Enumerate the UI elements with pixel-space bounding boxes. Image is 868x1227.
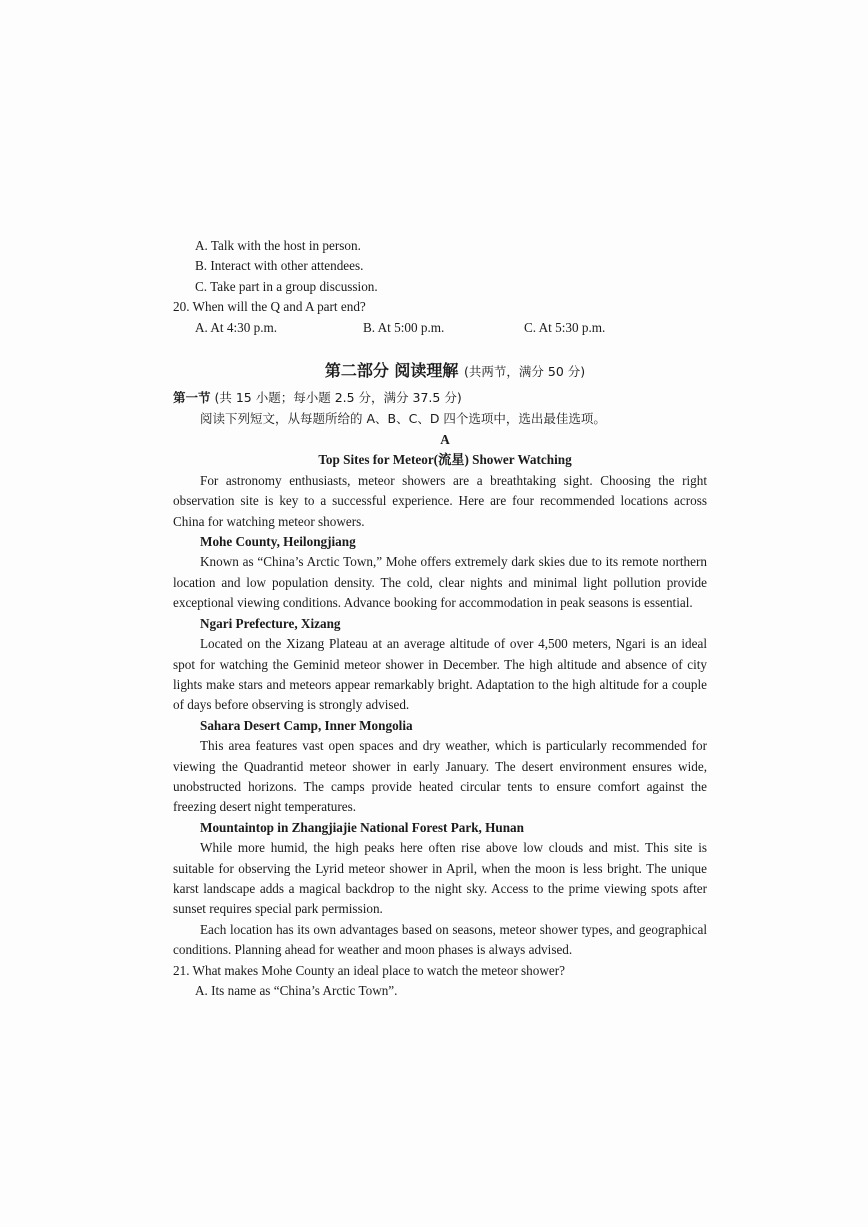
exam-content — [173, 236, 707, 1001]
q20-option-c: C. At 5:30 p.m. — [524, 319, 606, 335]
q20-option-a: A. At 4:30 p.m. — [195, 319, 278, 335]
passage-conclusion: Each location has its own advantages based on seasons, meteor shower types, and geographical conditions. Planning ahead for weather and moon phases is always advised. — [173, 921, 707, 958]
q19-option-b: B. Interact with other attendees. — [195, 258, 364, 274]
q21-stem: 21. What makes Mohe County an ideal place to watch the meteor shower? — [173, 962, 565, 978]
passage-letter: A — [440, 432, 450, 448]
passage-title: Top Sites for Meteor(流星) Shower Watching — [318, 452, 572, 468]
q19-option-a: A. Talk with the host in person. — [195, 238, 361, 253]
section1-label: 第一节 — [173, 390, 211, 406]
section1-info: (共 15 小题；每小题 2.5 分，满分 37.5 分) — [214, 390, 462, 406]
part2-title-main: 第二部分 阅读理解 — [324, 361, 459, 381]
site-heading-sahara: Sahara Desert Camp, Inner Mongolia — [200, 717, 413, 733]
q20-stem: 20. When will the Q and A part end? — [173, 299, 366, 315]
site-text-mohe: Known as “China’s Arctic Town,” Mohe offers extremely dark skies due to its remote northern location and low population density. The cold, clear nights and minimal light pollution provide exceptional viewing conditions. Advance booking for accommodation in peak seasons is essential. — [173, 554, 707, 611]
site-text-sahara: This area features vast open spaces and dry weather, which is particularly recommended for viewing the Quadrantid meteor shower in early January. The desert environment ensures wide, unobstructed horizons. The camps provide heated circular tents to ensure comfort against the freezing desert night temperatures. — [173, 738, 707, 815]
part2-title-sub: (共两节，满分 50 分) — [464, 364, 586, 380]
site-text-zhangjiajie: While more humid, the high peaks here often rise above low clouds and mist. This site is suitable for observing the Lyrid meteor shower in April, when the moon is less bright. The unique karst landscape adds a magical backdrop to the night sky. Access to the prime viewing spots after sunset requires special park permission. — [173, 840, 707, 917]
q20-options — [173, 318, 707, 338]
q19-option-c: C. Take part in a group discussion. — [195, 278, 378, 294]
site-heading-zhangjiajie: Mountaintop in Zhangjiajie National Forest Park, Hunan — [200, 819, 524, 835]
passage-intro: For astronomy enthusiasts, meteor showers are a breathtaking sight. Choosing the right observation site is key to a successful experience. Here are four recommended locations across China for watching meteor showers. — [173, 472, 707, 529]
section1-heading — [173, 387, 707, 408]
part2-title — [173, 360, 707, 383]
site-text-ngari: Located on the Xizang Plateau at an average altitude of over 4,500 meters, Ngari is an ideal spot for watching the Geminid meteor shower in December. The high altitude and absence of city lights make stars and meteors appear remarkably bright. Adaptation to the high altitude for a couple of days before observing is strongly advised. — [173, 636, 707, 713]
site-heading-mohe: Mohe County, Heilongjiang — [200, 534, 356, 550]
section1-instruction: 阅读下列短文，从每题所给的 A、B、C、D 四个选项中，选出最佳选项。 — [200, 411, 606, 427]
site-heading-ngari: Ngari Prefecture, Xizang — [200, 615, 341, 631]
q20-option-b: B. At 5:00 p.m. — [363, 319, 445, 335]
q21-option-a: A. Its name as “China’s Arctic Town”. — [195, 983, 398, 998]
